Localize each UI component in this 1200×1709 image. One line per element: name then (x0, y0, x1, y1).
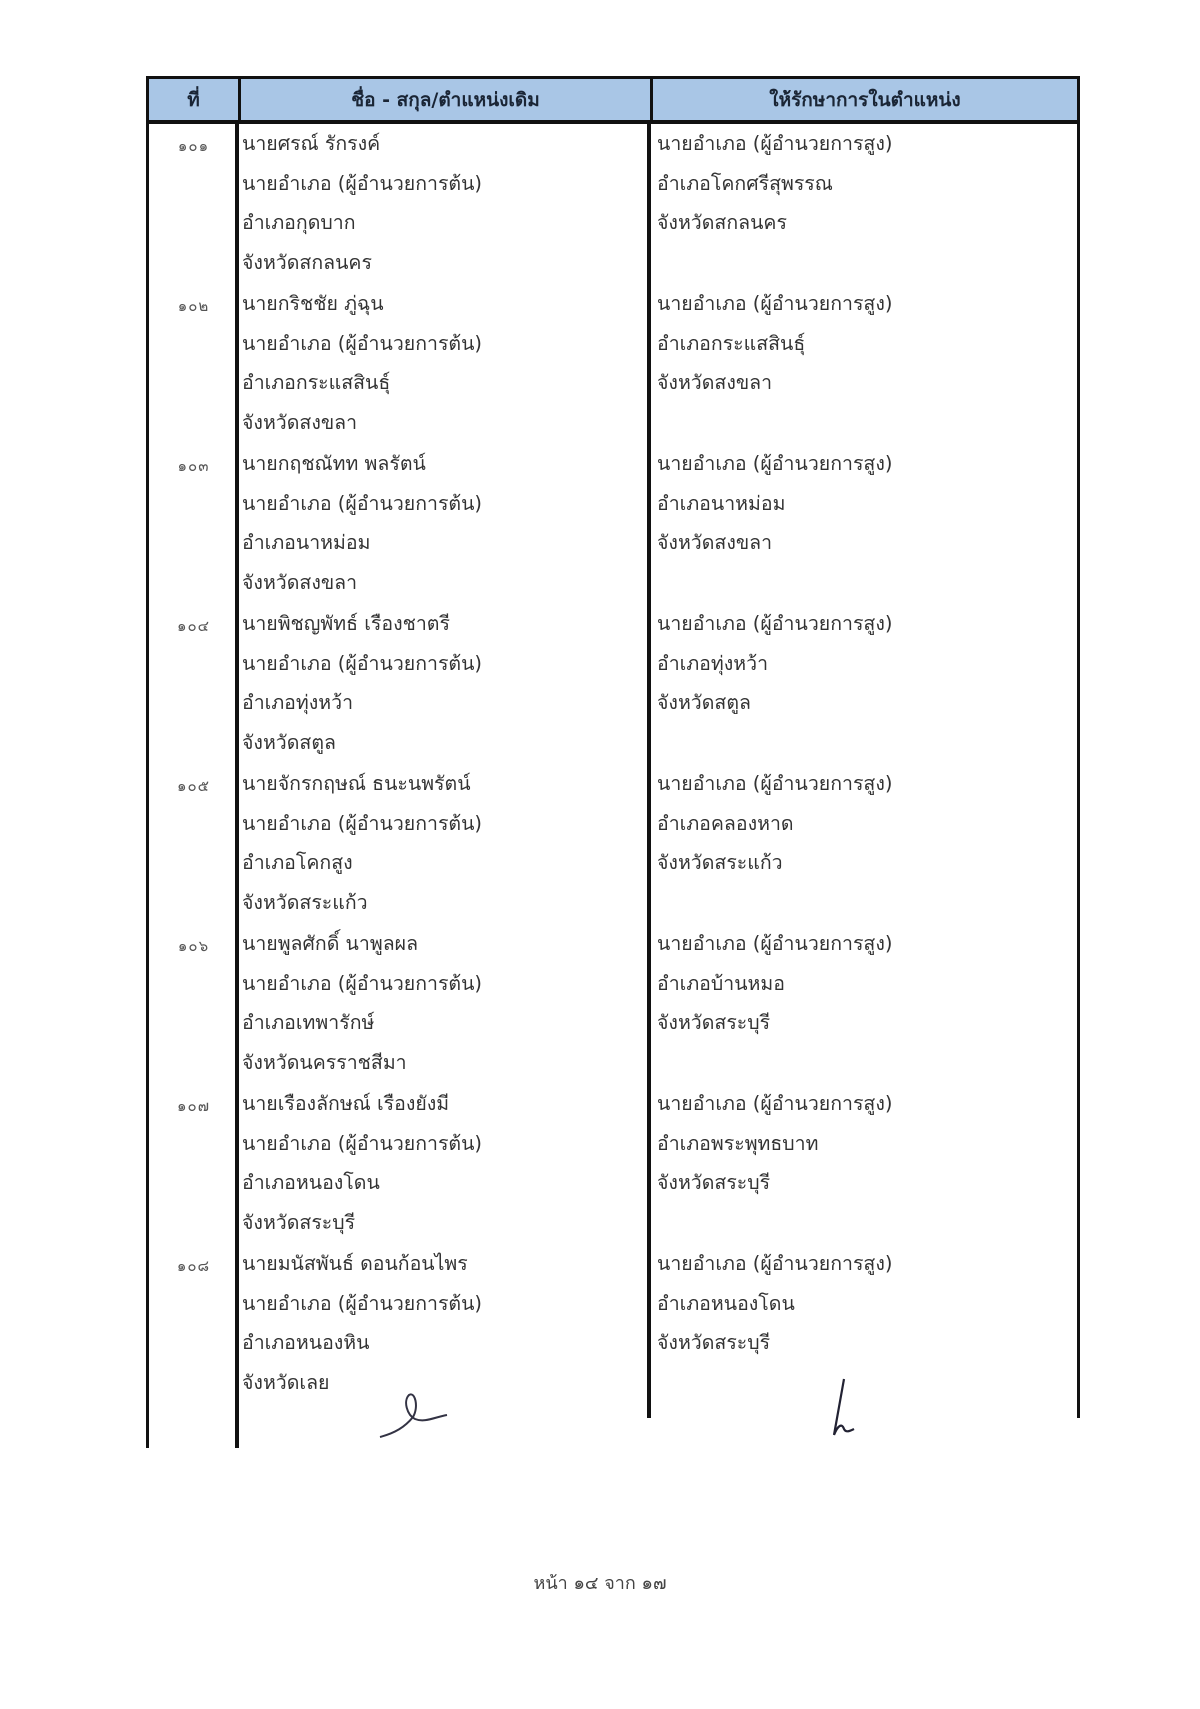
table-row (146, 604, 1080, 764)
old-position-line: อำเภอกระแสสินธุ์ (242, 371, 391, 394)
appointment-table (146, 76, 1080, 1448)
person-name: นายเรืองลักษณ์ เรืองยังมี (242, 1092, 450, 1115)
new-position-line: จังหวัดสตูล (657, 691, 751, 714)
old-position-line: นายอำเภอ (ผู้อำนวยการต้น) (242, 1131, 483, 1155)
signature-left (375, 1385, 455, 1445)
table-row (146, 924, 1080, 1084)
old-position-line: จังหวัดสกลนคร (242, 250, 372, 274)
name-old-position-cell (242, 124, 482, 282)
table-row (146, 284, 1080, 444)
old-position-line: นายอำเภอ (ผู้อำนวยการต้น) (242, 171, 483, 195)
new-position-line: นายอำเภอ (ผู้อำนวยการสูง) (657, 772, 893, 795)
old-position-line: จังหวัดสงขลา (242, 570, 358, 594)
new-position-line: อำเภอกระแสสินธุ์ (657, 331, 806, 355)
person-name: นายมนัสพันธ์ ดอนก้อนไพร (242, 1252, 468, 1275)
row-number: ๑๐๖ (177, 937, 210, 955)
table-row (146, 764, 1080, 924)
old-position-line: จังหวัดสงขลา (242, 410, 358, 434)
old-position-line: จังหวัดสระบุรี (242, 1210, 356, 1234)
old-position-line: อำเภอทุ่งหว้า (242, 691, 354, 714)
page-number: หน้า ๑๔ จาก ๑๗ (533, 1573, 667, 1594)
new-position-line: อำเภอบ้านหมอ (657, 971, 785, 995)
name-old-position-cell (242, 764, 482, 922)
table-row (146, 124, 1080, 284)
header-name-old-position: ชื่อ - สกุล/ตำแหน่งเดิม (238, 79, 650, 120)
old-position-line: นายอำเภอ (ผู้อำนวยการต้น) (242, 811, 483, 835)
name-old-position-cell (242, 444, 482, 602)
old-position-line: อำเภอกุดบาก (242, 211, 356, 234)
new-position-line: จังหวัดสงขลา (657, 531, 773, 554)
old-position-line: นายอำเภอ (ผู้อำนวยการต้น) (242, 1291, 483, 1315)
new-position-cell (657, 604, 892, 723)
name-old-position-cell (242, 1084, 482, 1242)
old-position-line: นายอำเภอ (ผู้อำนวยการต้น) (242, 331, 483, 355)
new-position-line: อำเภอทุ่งหว้า (657, 651, 769, 675)
new-position-cell (657, 124, 892, 243)
person-name: นายกฤชณัทท พลรัตน์ (242, 452, 426, 475)
old-position-line: อำเภอหนองหิน (242, 1331, 370, 1354)
new-position-cell (657, 444, 892, 563)
name-old-position-cell (242, 924, 482, 1082)
old-position-line: อำเภอเทพารักษ์ (242, 1011, 375, 1034)
header-no: ที่ (187, 88, 200, 111)
person-name: นายศรณ์ รักรงค์ (242, 132, 381, 155)
name-old-position-cell (242, 284, 482, 442)
signature-right (820, 1375, 870, 1445)
new-position-line: จังหวัดสระบุรี (657, 1011, 771, 1034)
new-position-line: จังหวัดสระบุรี (657, 1331, 771, 1354)
person-name: นายพิชญพัทธ์ เรืองชาตรี (242, 612, 450, 635)
new-position-line: อำเภอคลองหาด (657, 811, 794, 835)
table-body (146, 124, 1080, 1448)
row-number: ๑๐๒ (177, 297, 210, 315)
old-position-line: อำเภอโคกสูง (242, 851, 353, 874)
new-position-line: นายอำเภอ (ผู้อำนวยการสูง) (657, 1092, 893, 1115)
old-position-line: นายอำเภอ (ผู้อำนวยการต้น) (242, 651, 483, 675)
person-name: นายจักรกฤษณ์ ธนะนพรัตน์ (242, 772, 471, 795)
new-position-line: อำเภอโคกศรีสุพรรณ (657, 171, 833, 195)
old-position-line: นายอำเภอ (ผู้อำนวยการต้น) (242, 971, 483, 995)
row-number: ๑๐๕ (176, 777, 211, 795)
old-position-line: จังหวัดสระแก้ว (242, 890, 368, 914)
person-name: นายกริชชัย ภู่ฉุน (242, 292, 384, 315)
old-position-line: อำเภอหนองโดน (242, 1171, 380, 1194)
new-position-line: นายอำเภอ (ผู้อำนวยการสูง) (657, 452, 893, 475)
new-position-line: นายอำเภอ (ผู้อำนวยการสูง) (657, 132, 893, 155)
table-row (146, 1084, 1080, 1244)
old-position-line: อำเภอนาหม่อม (242, 531, 371, 554)
row-number: ๑๐๔ (176, 617, 211, 635)
old-position-line: จังหวัดเลย (242, 1370, 330, 1394)
new-position-cell (657, 764, 892, 883)
header-new-position: ให้รักษาการในตำแหน่ง (650, 79, 1077, 120)
row-number: ๑๐๘ (176, 1257, 211, 1275)
table-row (146, 1244, 1080, 1404)
new-position-cell (657, 1244, 892, 1363)
new-position-line: จังหวัดสระบุรี (657, 1171, 771, 1194)
new-position-cell (657, 1084, 892, 1203)
old-position-line: นายอำเภอ (ผู้อำนวยการต้น) (242, 491, 483, 515)
name-old-position-cell (242, 1244, 482, 1402)
new-position-line: นายอำเภอ (ผู้อำนวยการสูง) (657, 1252, 893, 1275)
new-position-line: อำเภอนาหม่อม (657, 491, 786, 515)
new-position-line: จังหวัดสงขลา (657, 371, 773, 394)
row-number: ๑๐๑ (177, 137, 210, 155)
new-position-line: นายอำเภอ (ผู้อำนวยการสูง) (657, 292, 893, 315)
new-position-line: อำเภอพระพุทธบาท (657, 1131, 819, 1155)
row-number: ๑๐๗ (177, 1097, 210, 1115)
new-position-line: นายอำเภอ (ผู้อำนวยการสูง) (657, 932, 893, 955)
new-position-line: นายอำเภอ (ผู้อำนวยการสูง) (657, 612, 893, 635)
name-old-position-cell (242, 604, 482, 762)
new-position-cell (657, 284, 892, 403)
old-position-line: จังหวัดนครราชสีมา (242, 1050, 407, 1074)
new-position-line: จังหวัดสกลนคร (657, 211, 787, 234)
table-row (146, 444, 1080, 604)
person-name: นายพูลศักดิ์ นาพูลผล (242, 932, 419, 955)
new-position-line: อำเภอหนองโดน (657, 1291, 795, 1315)
old-position-line: จังหวัดสตูล (242, 730, 336, 754)
new-position-line: จังหวัดสระแก้ว (657, 851, 783, 874)
table-header (146, 76, 1080, 124)
row-number: ๑๐๓ (177, 457, 210, 475)
new-position-cell (657, 924, 892, 1043)
